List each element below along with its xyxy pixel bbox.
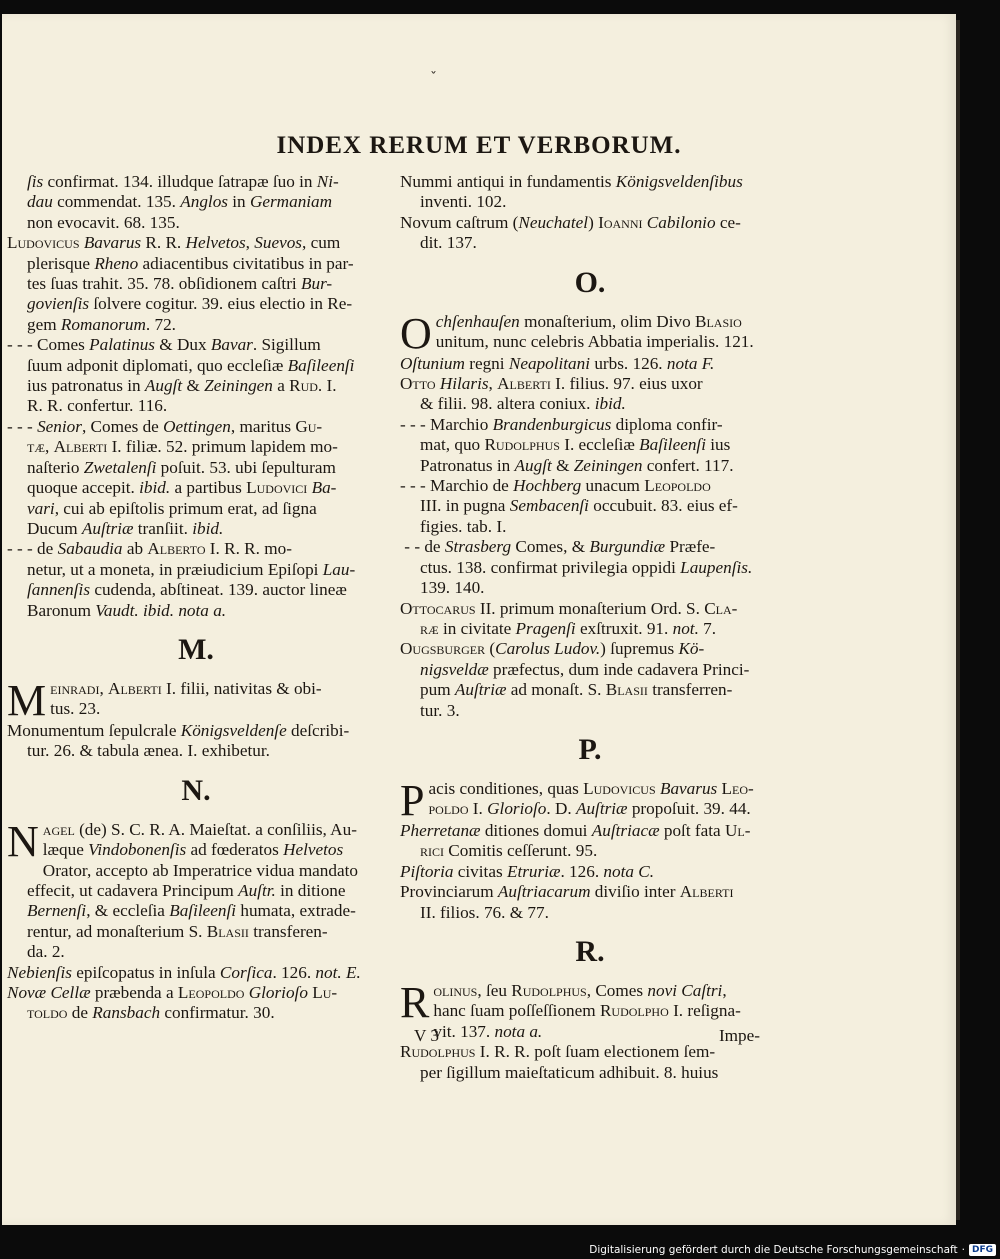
index-entry: - - - Marchio Brandenburgicus diploma confir- mat, quo Rudolphus I. eccleſiæ Baſileenſi ius Patronatus in Augſt & Zeiningen confert. 117. [400, 414, 734, 475]
index-entry: P acis conditiones, quas Ludovicus Bavarus Leo- poldo I. Glorioſo. D. Auſtriæ propoſuit. 39. 44. [400, 775, 754, 825]
section-heading-m: M. [178, 632, 214, 666]
index-entry: - - - Senior, Comes de Oettingen, maritus Gu- tæ, Alberti I. filiæ. 52. primum lapidem mo- naſterio Zwetalenſi poſuit. 53. ubi ſepulturam quoque accepit. ibid. a partibus Ludovici Ba- vari, cui ab epiſtolis primum erat, ad ſigna Ducum Auſtriæ tranſiit. ibid. [7, 416, 338, 538]
index-entry: Otto Hilaris, Alberti I. filius. 97. eius uxor & filii. 98. altera coniux. ibid. [400, 374, 703, 414]
index-entry: Monumentum ſepulcrale Königsveldenſe deſcribi- tur. 26. & tabula ænea. I. exhibetur. [7, 720, 350, 761]
banner-separator: · [961, 1244, 965, 1256]
section-heading-o: O. [574, 265, 606, 299]
index-entry: Novæ Cellæ præbenda a Leopoldo Glorioſo Lu- toldo de Ransbach confirmatur. 30. [7, 983, 338, 1023]
digitization-banner [589, 1244, 996, 1256]
dropcap: P [400, 775, 425, 825]
catchword: Impe- [718, 1026, 760, 1045]
index-entry: Nummi antiqui in fundamentis Königsveldenſibus inventi. 102. [400, 172, 743, 212]
index-entry: Oſtunium regni Neapolitani urbs. 126. nota F. [400, 353, 715, 373]
section-heading-r: R. [575, 934, 605, 968]
index-entry: O chſenhauſen monaſterium, olim Divo Blasio unitum, nunc celebris Abbatia imperialis. 121. [400, 308, 754, 358]
dropcap: O [400, 308, 432, 358]
dfg-logo: DFG [969, 1244, 996, 1256]
section-heading-n: N. [181, 773, 211, 807]
index-entry: Pherretanæ ditiones domui Auſtriacæ poſt fata Ul- rici Comitis ceſſerunt. 95. [400, 820, 751, 861]
index-entry: Ludovicus Bavarus R. R. Helvetos, Suevos, cum plerisque Rheno adiacentibus civitatibus in par- tes ſuas trahit. 35. 78. obſidionem caſtri Bur- govienſis ſolvere cogitur. 39. eius electio in Re- gem Romanorum. 72. [7, 233, 354, 334]
banner-text: Digitalisierung gefördert durch die Deutsche Forschungsgemeinschaft [589, 1244, 958, 1256]
index-entry: Piſtoria civitas Etruriæ. 126. nota C. [400, 861, 655, 881]
index-entry: Rudolphus I. R. R. poſt ſuam electionem ſem- per ſigillum maieſtaticum adhibuit. 8. huius [400, 1042, 719, 1082]
index-entry: N agel (de) S. C. R. A. Maieſtat. a conſiliis, Au- læque Vindobonenſis ad fœderatos Helvetos Orator, accepto ab Imperatrice vidua mandato effecit, ut cadavera Principum Auſtr. in ditione Bernenſi, & eccleſia Baſileenſi humata, extrade- rentur, ad monaſterium S. Blasii transferen- da. 2. [7, 816, 358, 962]
index-entry: M einradi, Alberti I. filii, nativitas & obi- tus. 23. [7, 675, 322, 725]
index-entry: Novum caſtrum (Neuchatel) Ioanni Cabilonio ce- dit. 137. [400, 212, 741, 253]
right-column [400, 172, 780, 1083]
index-entry: - - - de Sabaudia ab Alberto I. R. R. mo- netur, ut a moneta, in præiudicium Epiſopi Lau- ſannenſis cudenda, abſtineat. 139. auctor lineæ Baronum Vaudt. ibid. nota a. [7, 539, 356, 620]
index-entry: Ottocarus II. primum monaſterium Ord. S. Cla- ræ in civitate Pragenſi exſtruxit. 91. not. 7. [400, 598, 738, 638]
ink-mark: ˇ [430, 70, 437, 86]
index-entry: R olinus, ſeu Rudolphus, Comes novi Caſtri, hanc ſuam poſſeſſionem Rudolpho I. reſigna- vit. 137. nota a. [400, 977, 741, 1041]
signature-mark: V 3 [414, 1026, 439, 1045]
section-heading-p: P. [578, 732, 602, 766]
index-entry: - - - Comes Palatinus & Dux Bavar. Sigillum ſuum adponit diplomati, quo eccleſiæ Baſileenſi ius patronatus in Augſt & Zeiningen a Rud. I. R. R. confertur. 116. [7, 335, 355, 416]
index-entry: Provinciarum Auſtriacarum diviſio inter Alberti II. filios. 76. & 77. [400, 882, 734, 922]
book-page [2, 14, 956, 1225]
page-edge [956, 20, 960, 1220]
index-entry: - - - Marchio de Hochberg unacum Leopoldo III. in pugna Sembacenſi occubuit. 83. eius ef- figies. tab. I. [400, 476, 738, 536]
left-column [7, 172, 385, 1024]
index-entry: Nebienſis epiſcopatus in inſula Corſica. 126. not. E. [7, 962, 361, 982]
dropcap: M [7, 675, 47, 725]
dropcap: N [7, 816, 39, 866]
dropcap: R [400, 977, 430, 1027]
index-entry: ſis confirmat. 134. illudque ſatrapæ ſuo in Ni- dau commendat. 135. Anglos in Germaniam non evocavit. 68. 135. [27, 172, 339, 232]
index-entry: - - de Strasberg Comes, & Burgundiæ Præfe- ctus. 138. confirmat privilegia oppidi Laupenſis. 139. 140. [400, 537, 753, 598]
index-entry: Ougsburger (Carolus Ludov.) ſupremus Kö- nigsveldæ præfectus, dum inde cadavera Princi- pum Auſtriæ ad monaſt. S. Blasii transferren- tur. 3. [400, 639, 750, 720]
page-title: INDEX RERUM ET VERBORUM. [276, 132, 682, 159]
